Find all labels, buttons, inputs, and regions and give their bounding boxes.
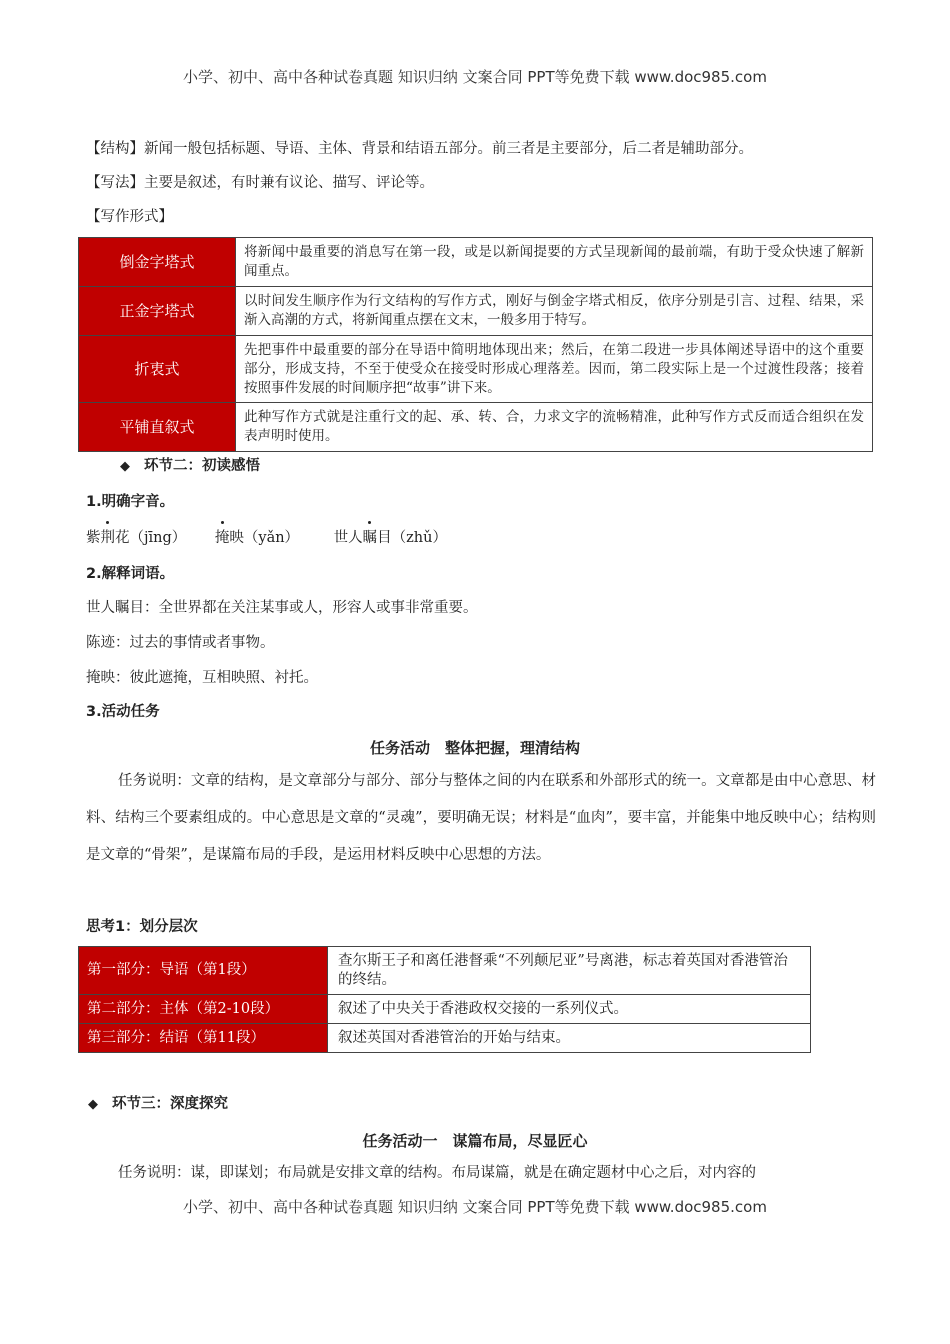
q3-title: 3.活动任务 bbox=[86, 704, 160, 720]
form-desc: 以时间发生顺序作为行文结构的写作方式，刚好与倒金字塔式相反，依序分别是引言、过程、结果，采渐入高潮的方式，将新闻重点摆在文末，一般多用于特写。 bbox=[236, 287, 873, 336]
task1-desc: 任务说明：文章的结构，是文章部分与部分、部分与整体之间的内在联系和外部形式的统一。文章都是由中心意思、材料、结构三个要素组成的。中心意思是文章的“灵魂”，要明确无误；材料是“血肉”，要丰富，并能集中地反映中心；结构则是文章的“骨架”，是谋篇布局的手段，是运用材料反映中心思想的方法。 bbox=[86, 773, 876, 863]
part-label: 第二部分：主体（第2-10段） bbox=[79, 995, 328, 1024]
table-row bbox=[79, 336, 873, 403]
form-label: 倒金字塔式 bbox=[79, 238, 236, 287]
task1-title: 任务活动 整体把握，理清结构 bbox=[369, 739, 580, 757]
pinyin-before: 紫 bbox=[86, 530, 101, 546]
table-row bbox=[79, 1024, 811, 1053]
dotted-char: 瞩 bbox=[362, 530, 378, 546]
term-item: 掩映：彼此遮掩，互相映照、衬托。 bbox=[86, 670, 318, 686]
part-label: 第一部分：导语（第1段） bbox=[79, 947, 328, 995]
table-row bbox=[79, 403, 873, 452]
diamond-bullet-icon: ◆ bbox=[120, 459, 130, 474]
section3-heading bbox=[88, 1094, 878, 1115]
writing-line: 【写法】主要是叙述，有时兼有议论、描写、评论等。 bbox=[86, 175, 434, 191]
pinyin-item bbox=[86, 530, 186, 546]
task2-title: 任务活动一 谋篇布局，尽显匠心 bbox=[362, 1132, 588, 1150]
page-footer: 小学、初中、高中各种试卷真题 知识归纳 文案合同 PPT等免费下载 www.doc985.com bbox=[183, 1198, 767, 1216]
form-desc: 先把事件中最重要的部分在导语中简明地体现出来；然后，在第二段进一步具体阐述导语中的这个重要部分，形成支持，不至于使受众在接受时形成心理落差。因而，第二段实际上是一个过渡性段落；接着按照事件发展的时间顺序把“故事”讲下来。 bbox=[236, 336, 873, 403]
part-desc: 查尔斯王子和离任港督乘“不列颠尼亚”号离港，标志着英国对香港管治的终结。 bbox=[328, 947, 811, 995]
form-label: 平铺直叙式 bbox=[79, 403, 236, 452]
table-row bbox=[79, 947, 811, 995]
pinyin-line bbox=[86, 528, 876, 548]
part-label: 第三部分：结语（第11段） bbox=[79, 1024, 328, 1053]
table-row bbox=[79, 287, 873, 336]
q2-title: 2.解释词语。 bbox=[86, 566, 175, 582]
writing-forms-table bbox=[78, 237, 873, 452]
form-heading: 【写作形式】 bbox=[86, 209, 173, 225]
form-label: 正金字塔式 bbox=[79, 287, 236, 336]
section2-title: 环节二：初读感悟 bbox=[144, 458, 260, 474]
dotted-char: 掩 bbox=[214, 530, 230, 546]
form-label: 折衷式 bbox=[79, 336, 236, 403]
part-desc: 叙述英国对香港管治的开始与结束。 bbox=[328, 1024, 811, 1053]
table-row bbox=[79, 995, 811, 1024]
q1-title: 1.明确字音。 bbox=[86, 494, 175, 510]
form-desc: 此种写作方式就是注重行文的起、承、转、合，力求文字的流畅精准，此种写作方式反而适合组织在发表声明时使用。 bbox=[236, 403, 873, 452]
task2-desc: 任务说明：谋，即谋划；布局就是安排文章的结构。布局谋篇，就是在确定题材中心之后，对内容的 bbox=[118, 1165, 756, 1181]
table-row bbox=[79, 238, 873, 287]
dotted-char: 荆 bbox=[100, 530, 115, 546]
parts-table bbox=[78, 946, 811, 1053]
part-desc: 叙述了中央关于香港政权交接的一系列仪式。 bbox=[328, 995, 811, 1024]
structure-line: 【结构】新闻一般包括标题、导语、主体、背景和结语五部分。前三者是主要部分，后二者是辅助部分。 bbox=[86, 141, 753, 157]
think1-title: 思考1：划分层次 bbox=[86, 919, 198, 935]
section3-title: 环节三：深度探究 bbox=[112, 1096, 228, 1112]
pinyin-after: 目（zhǔ） bbox=[377, 530, 447, 546]
term-item: 陈迹：过去的事情或者事物。 bbox=[86, 635, 275, 651]
page-header: 小学、初中、高中各种试卷真题 知识归纳 文案合同 PPT等免费下载 www.doc985.com bbox=[183, 68, 767, 86]
section2-heading bbox=[120, 456, 910, 477]
term-item: 世人瞩目：全世界都在关注某事或人，形容人或事非常重要。 bbox=[86, 600, 478, 616]
pinyin-after: 映（yǎn） bbox=[229, 530, 300, 546]
pinyin-before: 世人 bbox=[333, 530, 363, 546]
form-desc: 将新闻中最重要的消息写在第一段，或是以新闻提要的方式呈现新闻的最前端，有助于受众快速了解新闻重点。 bbox=[236, 238, 873, 287]
diamond-bullet-icon: ◆ bbox=[88, 1097, 98, 1112]
pinyin-item bbox=[334, 530, 447, 546]
pinyin-after: 花（jīng） bbox=[115, 530, 187, 546]
pinyin-item bbox=[215, 530, 299, 546]
